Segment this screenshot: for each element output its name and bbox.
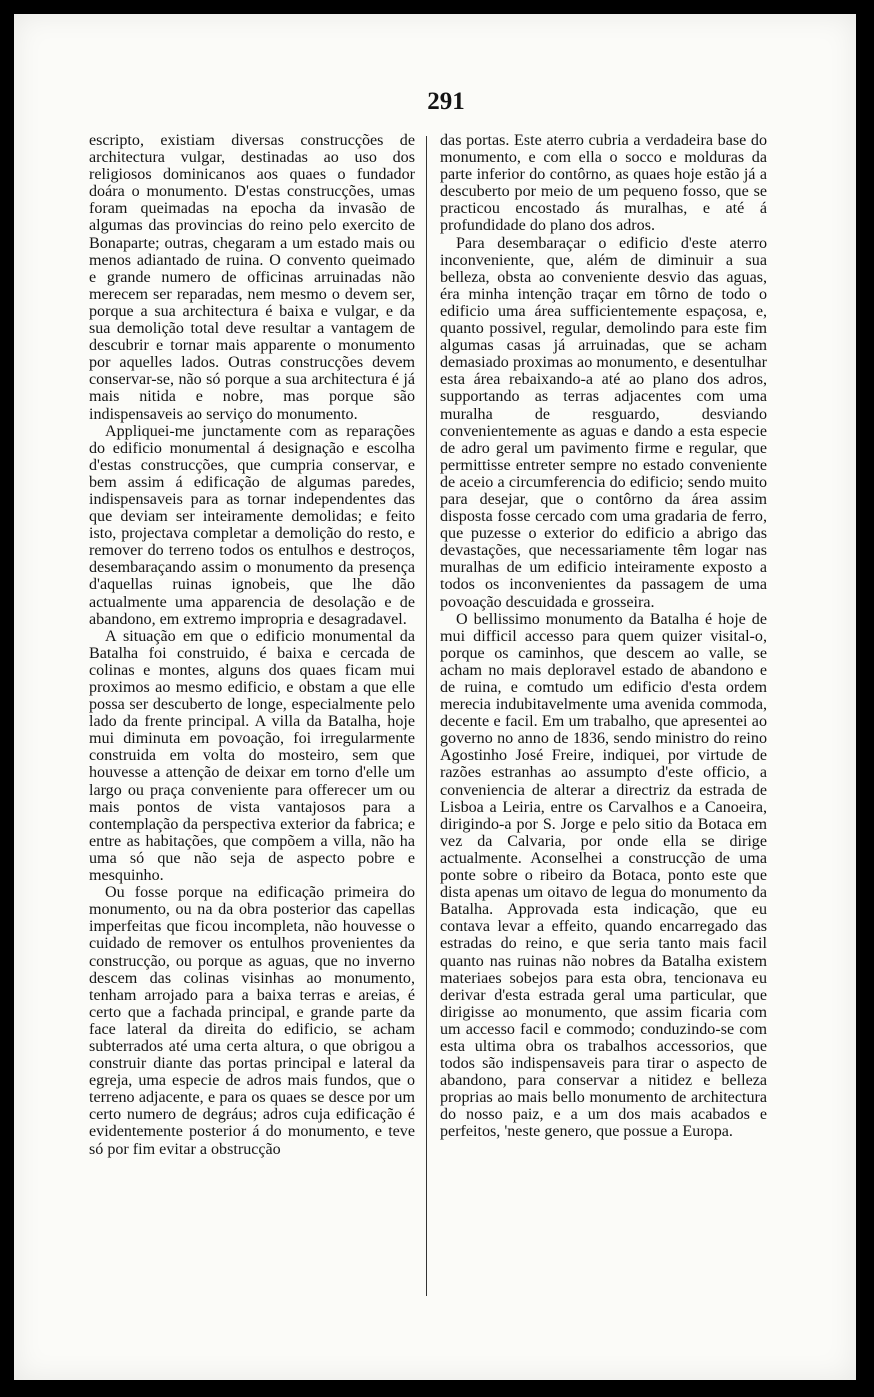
paragraph: das portas. Este aterro cubria a verdadeira base do monumento, e com ella o socco e molduras da parte inferior do contôrno, as quaes hoje estão já a descuberto por meio de um pequeno fosso, que se practicou encostado ás muralhas, e até á profundidade do plano dos adros. [440,132,767,235]
page-number: 291 [427,88,465,115]
paragraph: Ou fosse porque na edificação primeira do monumento, ou na da obra posterior das capellas imperfeitas que ficou incompleta, não houvesse o cuidado de remover os entulhos provenientes da construcção, ou porque as aguas, que no inverno descem das colinas visinhas ao monumento, tenham arrojado para a baixa terras e areias, é certo que a fachada principal, e grande parte da face lateral da direita do edificio, se acham subterrados até uma certa altura, o que obrigou a construir diante das portas principal e lateral da egreja, uma especie de adros mais fundos, que o terreno adjacente, e para os quaes se desce por um certo numero de degráus; adros cuja edificação é evidentemente posterior á do monumento, e teve só por fim evitar a obstrucção [89,884,415,1158]
paragraph: Appliquei-me junctamente com as reparações do edificio monumental á designação e escolha d'estas construcções, que cumpria conservar, e bem assim á edificação de algumas paredes, indispensaveis para as tornar independentes das que deviam ser inteiramente demolidas; e feito isto, projectava completar a demolição do resto, e remover do terreno todos os entulhos e destroços, desembaraçando assim o monumento da presença d'aquellas ruinas ignobeis, que lhe dão actualmente uma apparencia de desolação e de abandono, em extremo impropria e desagradavel. [89,422,415,628]
paragraph: O bellissimo monumento da Batalha é hoje de mui difficil accesso para quem quizer visital-o, porque os caminhos, que descem ao valle, se acham no mais deploravel estado de abandono e de ruina, e comtudo um edificio d'esta ordem merecia indubitavelmente uma avenida commoda, decente e facil. Em um trabalho, que apresentei ao governo no anno de 1836, sendo ministro do reino Agostinho José Freire, indiquei, por virtude de razões estranhas ao assumpto d'este officio, a conveniencia de alterar a directriz da estrada de Lisboa a Leiria, entre os Carvalhos e a Canoeira, dirigindo-a por S. Jorge e pelo sitio da Botaca em vez da Calvaria, por onde ella se dirige actualmente. Aconselhei a construcção de uma ponte sobre o ribeiro da Botaca, ponto este que dista apenas um oitavo de legua do monumento da Batalha. Approvada esta indicação, que eu contava levar a effeito, quando encarregado das estradas do reino, e que seria tanto mais facil quanto nas ruinas não nobres da Batalha existem materiaes sobejos para esta obra, tencionava eu derivar d'esta estrada geral uma particular, que dirigisse ao monumento, que assim ficaria com um accesso facil e commodo; conduzindo-se com esta ultima obra os trabalhos accessorios, que todos são indispensaveis para tirar o aspecto de abandono, para conservar a nitidez e belleza proprias ao mais bello monumento de architectura do nosso paiz, e a um dos mais acabados e perfeitos, 'neste genero, que possue a Europa. [440,610,767,1141]
right-column [440,132,767,1141]
left-column [89,132,415,1158]
column-divider [426,136,427,1296]
paragraph: escripto, existiam diversas construcções de architectura vulgar, destinadas ao uso dos religiosos dominicanos aos quaes o fundador doára o monumento. D'estas construcções, umas foram queimadas na epocha da invasão de algumas das provincias do reino pelo exercito de Bonaparte; outras, chegaram a um estado mais ou menos adiantado de ruina. O convento queimado e grande numero de officinas arruinadas não merecem ser reparadas, nem mesmo o devem ser, porque a sua architectura é baixa e vulgar, e da sua demolição total deve resultar a vantagem de descubrir e tornar mais apparente o monumento por aquelles lados. Outras construcções devem conservar-se, não só porque a sua architectura é já mais nitida e nobre, mas porque são indispensaveis ao serviço do monumento. [89,132,415,423]
paragraph: Para desembaraçar o edificio d'este aterro inconveniente, que, além de diminuir a sua belleza, obsta ao conveniente desvio das aguas, éra minha intenção traçar em tôrno de todo o edificio uma área sufficientemente espaçosa, e, quanto possivel, regular, demolindo para este fim algumas casas já arruinadas, que se acham demasiado proximas ao monumento, e desentulhar esta área rebaixando-a até ao plano dos adros, supportando as terras adjacentes com uma muralha de resguardo, desviando convenientemente as aguas e dando a esta especie de adro geral um pavimento firme e regular, que permittisse entreter sempre no estado conveniente de aceio a circumferencia do edificio; sendo muito para desejar, que o contôrno da área assim disposta fosse cercado com uma gradaria de ferro, que puzesse o exterior do edificio a abrigo das devastações, que necessariamente têm logar nas muralhas de um edificio inteiramente exposto a todos os inconvenientes da passagem de uma povoação descuidada e grosseira. [440,234,767,611]
paragraph: A situação em que o edificio monumental da Batalha foi construido, é baixa e cercada de colinas e montes, alguns dos quaes ficam mui proximos ao mesmo edificio, e obstam a que elle possa ser descuberto de longe, especialmente pelo lado da frente principal. A villa da Batalha, hoje mui diminuta em povoação, foi irregularmente construida em volta do mosteiro, sem que houvesse a attenção de deixar em torno d'elle um largo ou praça conveniente para offerecer um ou mais pontos de vista vantajosos para a contemplação da perspectiva exterior da fabrica; e entre as habitações, que compõem a villa, não ha uma só que não seja de aspecto pobre e mesquinho. [89,627,415,885]
document-page [14,14,856,1380]
